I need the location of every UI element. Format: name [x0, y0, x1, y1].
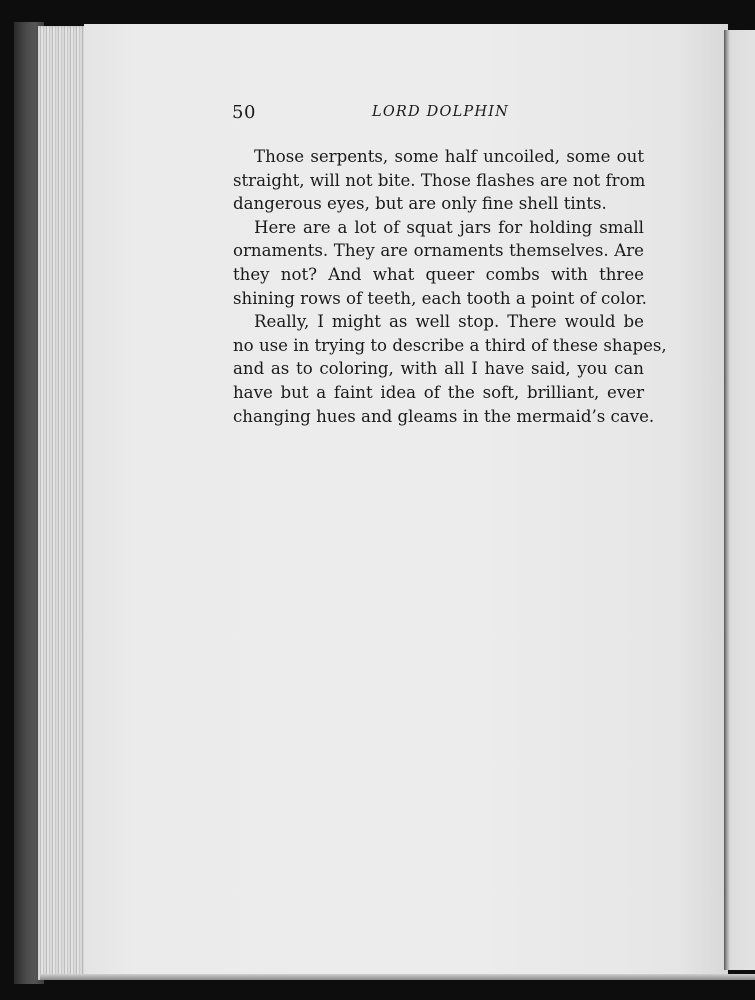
text-line: Those serpents, some half uncoiled, some out [254, 147, 644, 166]
text-line: ornaments. They are ornaments themselves. Are [233, 241, 644, 261]
paragraph [233, 216, 647, 310]
facing-page-edge [724, 30, 755, 970]
text-line: changing hues and gleams in the mermaid’s cave. [233, 406, 655, 426]
text-line: no use in trying to describe a third of these shapes, [233, 335, 667, 355]
text-line: straight, will not bite. Those flashes are not from [233, 170, 646, 190]
text-line: have but a faint idea of the soft, brilliant, ever [233, 382, 644, 402]
page-edges [38, 26, 86, 980]
page-number: 50 [232, 102, 256, 123]
text-line: and as to coloring, with all I have said, you can [233, 359, 644, 379]
text-line: shining rows of teeth, each tooth a point of color. [233, 288, 647, 308]
paragraph [233, 310, 667, 428]
text-line: they not? And what queer combs with three [233, 264, 644, 284]
text-line: dangerous eyes, but are only fine shell tints. [233, 194, 607, 214]
text-line: Here are a lot of squat jars for holding small [254, 217, 644, 237]
running-head [232, 102, 644, 126]
book-title: LORD DOLPHIN [372, 104, 510, 120]
text-line: Really, I might as well stop. There would be [254, 312, 644, 332]
paragraph [233, 145, 644, 216]
body-text [233, 145, 667, 428]
book-bottom-edge [40, 974, 755, 980]
